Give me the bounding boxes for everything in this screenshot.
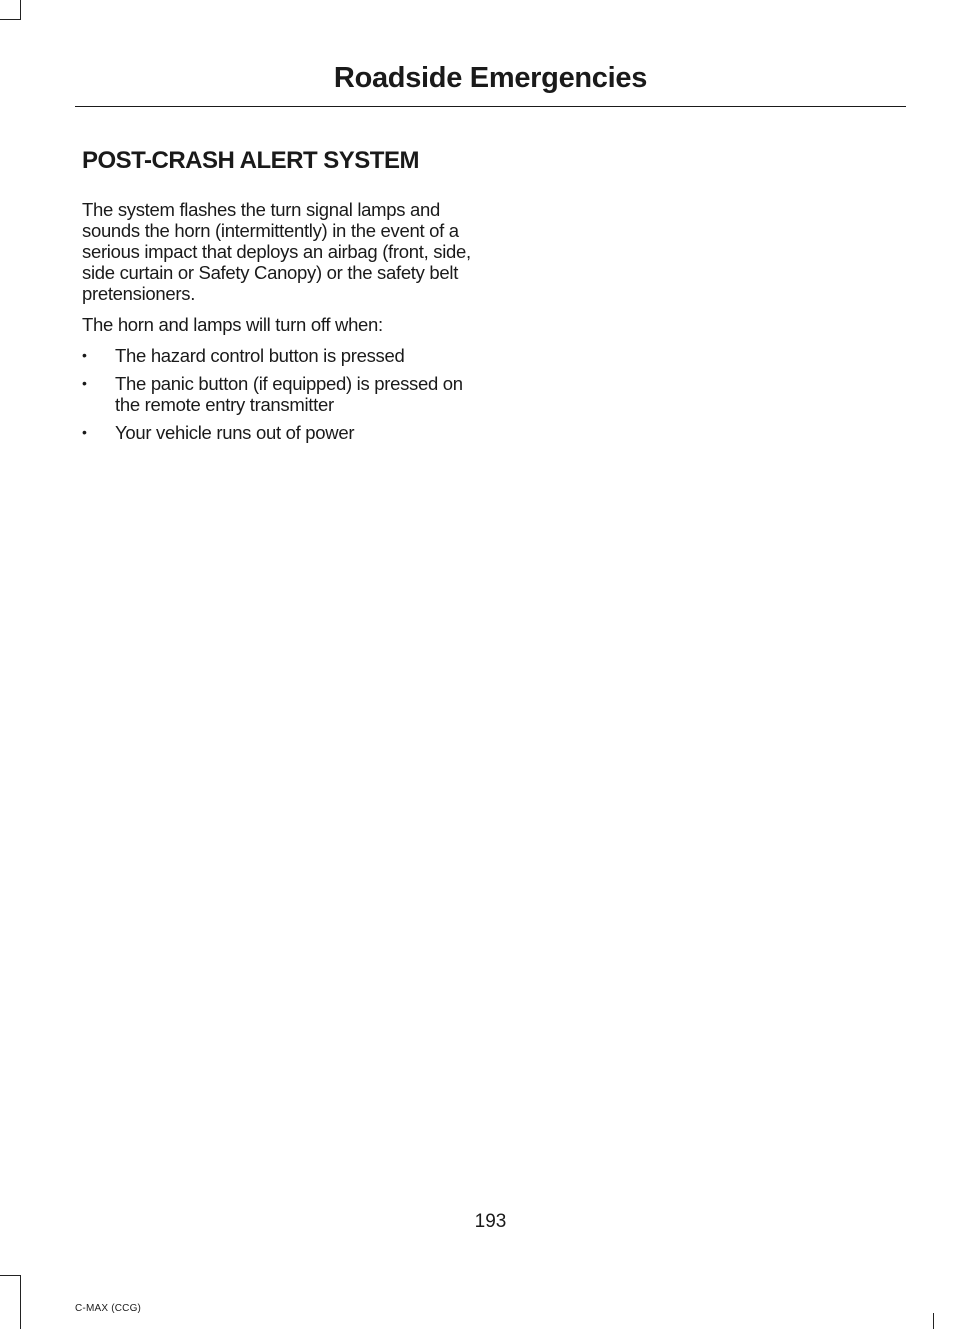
bullet-icon: • [82, 375, 87, 391]
crop-mark-bottom-right-vertical [933, 1313, 934, 1329]
list-item [82, 345, 477, 366]
bullet-icon: • [82, 424, 87, 440]
crop-mark-bottom-left-vertical [20, 1275, 21, 1329]
bullet-list [82, 345, 477, 443]
model-code: C-MAX (CCG) [75, 1303, 142, 1314]
list-item-text: Your vehicle runs out of power [115, 422, 355, 443]
section-heading: POST-CRASH ALERT SYSTEM [82, 147, 419, 174]
crop-mark-top-left-vertical [20, 0, 21, 20]
crop-mark-bottom-left-horizontal [0, 1275, 20, 1276]
crop-mark-top-left-horizontal [0, 19, 20, 20]
chapter-title: Roadside Emergencies [333, 62, 648, 94]
list-intro-paragraph: The horn and lamps will turn off when: [82, 314, 383, 335]
list-item [82, 373, 477, 415]
bullet-icon: • [82, 347, 87, 363]
page-number: 193 [474, 1211, 507, 1232]
intro-paragraph: The system flashes the turn signal lamps and sounds the horn (intermittently) in the event of a serious impact that deploys an airbag (front, side, side curtain or Safety Canopy) or the safety belt pretensioners. [82, 199, 471, 304]
list-item-text: The panic button (if equipped) is pressed on the remote entry transmitter [115, 373, 463, 415]
content-column [82, 146, 477, 450]
list-item-text: The hazard control button is pressed [115, 345, 405, 366]
header-rule [75, 106, 906, 107]
list-item [82, 422, 477, 443]
